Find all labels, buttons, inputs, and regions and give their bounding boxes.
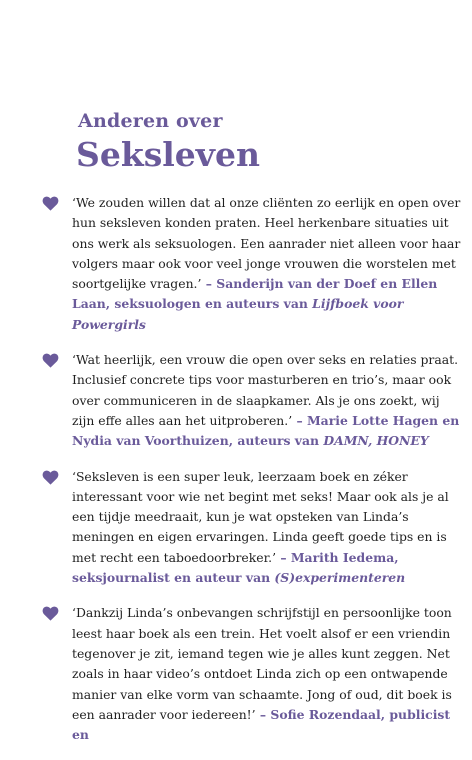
attribution-text: – Sofie Rozendaal, publicist en xyxy=(72,706,451,743)
quote-text xyxy=(72,603,462,745)
quote-list xyxy=(42,193,462,760)
quote-body: ‘Seksleven is een super leuk, leerzaam boek en zéker interessant voor wie net begint met seks! Maar ook als je al een tijdje meedraait, kun je wat opsteken van Linda’s meningen en eigen ervaringen. Linda geeft goede tips en is met recht een taboedoorbreker.’ xyxy=(72,468,449,565)
book-title: DAMN, HONEY xyxy=(323,433,429,449)
attribution-text: – Marie Lotte Hagen en Nydia van Voorthuizen, auteurs van xyxy=(72,412,460,449)
quote-text xyxy=(72,350,462,451)
attribution-text: – Marith Iedema, seksjournalist en auteur van xyxy=(72,549,399,586)
page-kicker: Anderen over xyxy=(78,110,223,132)
quote-body: ‘Dankzij Linda’s onbevangen schrijfstijl en persoonlijke toon leest haar boek als een trein. Het voelt alsof er een vriendin tegenover je zit, iemand tegen wie je alles kunt zeggen. Net zoals in haar video’s ontdoet Linda zich op een ontwapende manier van elke vorm van schaamte. Jong of oud, dit boek is een aanrader voor iedereen!’ xyxy=(72,605,452,722)
quote-item xyxy=(42,603,462,745)
quote-body: ‘Wat heerlijk, een vrouw die open over seks en relaties praat. Inclusief concrete tips voor masturberen en trio’s, maar ook over communiceren in de slaapkamer. Als je ons zoekt, wij zijn effe alles aan het uitproberen.’ xyxy=(72,352,459,428)
quote-item xyxy=(42,467,462,589)
heart-icon xyxy=(42,196,59,211)
heart-icon xyxy=(42,606,59,621)
heart-icon xyxy=(42,353,59,368)
book-title: Lijfboek voor Powergirls xyxy=(72,296,404,332)
book-title: (S)experimenteren xyxy=(274,570,406,586)
attribution-text: – Sanderijn van der Doef en Ellen Laan, seksuologen en auteurs van xyxy=(72,276,438,312)
quote-item xyxy=(42,193,462,335)
quote-item xyxy=(42,350,462,451)
quote-body: ‘We zouden willen dat al onze cliënten zo eerlijk en open over hun seksleven konden praten. Heel herkenbare situaties uit ons werk als seksuologen. Een aanrader niet alleen voor haar volgers maar ook voor veel jonge vrouwen die worstelen met soortgelijke vragen.’ xyxy=(72,195,461,292)
quote-text xyxy=(72,193,462,335)
heart-icon xyxy=(42,470,59,485)
page-title: Seksleven xyxy=(76,135,260,174)
quote-text xyxy=(72,467,462,589)
